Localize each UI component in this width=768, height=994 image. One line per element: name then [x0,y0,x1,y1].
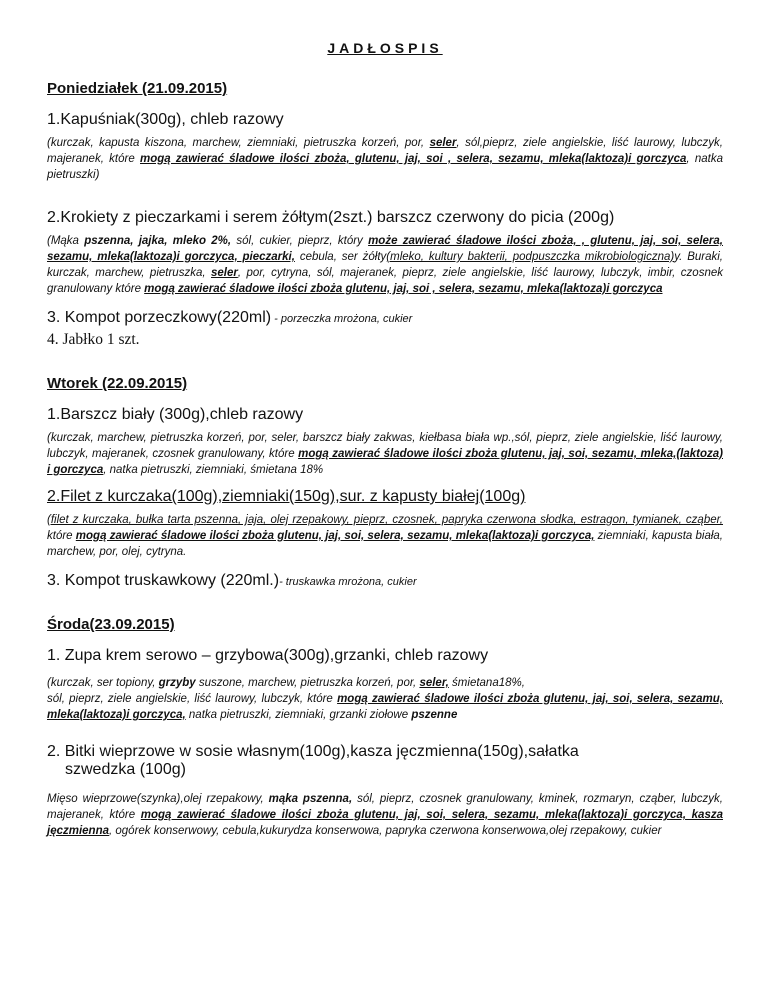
day-heading-wednesday: Środa(23.09.2015) [47,616,175,633]
wednesday-dish-1: 1. Zupa krem serowo – grzybowa(300g),grzanki, chleb razowy [47,647,489,664]
wednesday-dish-1-ingredients: (kurczak, ser topiony, grzyby suszone, marchew, pietruszka korzeń, por, seler, śmietana18%, sól, pieprz, ziele angielskie, liść laurowy, lubczyk, które mogą zawierać śladowe ilości zboża glutenu, jaj, soi, selera, sezamu, mleka(laktoza)i gorczyca, natka pietruszki, ziemniaki, grzanki ziołowe pszenne [47,677,723,721]
monday-dish-4: 4. Jabłko 1 szt. [47,331,140,348]
wednesday-dish-2: 2. Bitki wieprzowe w sosie własnym(100g),kasza jęczmienna(150g),sałatka szwedzka (100g) [47,743,579,778]
day-heading-tuesday: Wtorek (22.09.2015) [47,375,188,392]
page-title: JADŁOSPIS [327,40,443,56]
tuesday-dish-1-ingredients: (kurczak, marchew, pietruszka korzeń, por, seler, barszcz biały zakwas, kiełbasa biała wp.,sól, pieprz, ziele angielskie, liść laurowy, lubczyk, majeranek, czosnek granulowany, które mogą zawierać śladowe ilości zboża glutenu, jaj, soi, sezamu, mleka,(laktoza) i gorczyca, natka pietruszki, ziemniaki, śmietana 18% [47,432,723,476]
menu-document [47,40,723,839]
tuesday-dish-2: 2.Filet z kurczaka(100g),ziemniaki(150g),sur. z kapusty białej(100g) [47,488,526,505]
tuesday-dish-2-ingredients: (filet z kurczaka, bułka tarta pszenna, jaja, olej rzepakowy, pieprz, czosnek, papryka czerwona słodka, estragon, tymianek, cząber, które mogą zawierać śladowe ilości zboża glutenu, jaj, soi, selera, sezamu, mleka(laktoza)i gorczyca, ziemniaki, kapusta biała, marchew, por, olej, cytryna. [47,514,724,558]
monday-dish-1-ingredients: (kurczak, kapusta kiszona, marchew, ziemniaki, pietruszka korzeń, por, seler, sól,pieprz, ziele angielskie, liść laurowy, lubczyk, majeranek, które mogą zawierać śladowe ilości zboża, glutenu, jaj, soi , selera, sezamu, mleka(laktoza)i gorczyca, natka pietruszki) [47,137,723,181]
monday-dish-2: 2.Krokiety z pieczarkami i serem żółtym(2szt.) barszcz czerwony do picia (200g) [47,209,615,226]
monday-dish-3: 3. Kompot porzeczkowy(220ml) - porzeczka mrożona, cukier [47,309,413,326]
monday-dish-2-ingredients: (Mąka pszenna, jajka, mleko 2%, sól, cukier, pieprz, który może zawierać śladowe ilości zboża, , glutenu, jaj, soi, selera, sezamu, mleka(laktoza)i gorczyca, pieczarki, cebula, ser żółty(mleko, kultury bakterii, podpuszczka mikrobiologiczna)y. Buraki, kurczak, marchew, pietruszka, seler, por, cytryna, sól, majeranek, pieprz, ziele angielskie, liść laurowy, lubczyk, imbir, czosnek granulowany które mogą zawierać śladowe ilości zboża glutenu, jaj, soi , selera, sezamu, mleka(laktoza)i gorczyca [47,235,723,295]
tuesday-dish-1: 1.Barszcz biały (300g),chleb razowy [47,406,304,423]
tuesday-dish-3: 3. Kompot truskawkowy (220ml.)- truskawka mrożona, cukier [47,572,417,589]
wednesday-dish-2-ingredients: Mięso wieprzowe(szynka),olej rzepakowy, mąka pszenna, sól, pieprz, czosnek granulowany, kminek, rozmaryn, cząber, lubczyk, majeranek, które mogą zawierać śladowe ilości zboża glutenu, jaj, soi, selera, sezamu, mleka(laktoza)i gorczyca, kasza jęczmienna, ogórek konserwowy, cebula,kukurydza konserwowa, papryka czerwona konserwowa,olej rzepakowy, cukier [47,793,723,837]
day-heading-monday: Poniedziałek (21.09.2015) [47,80,228,97]
monday-dish-1: 1.Kapuśniak(300g), chleb razowy [47,111,284,128]
